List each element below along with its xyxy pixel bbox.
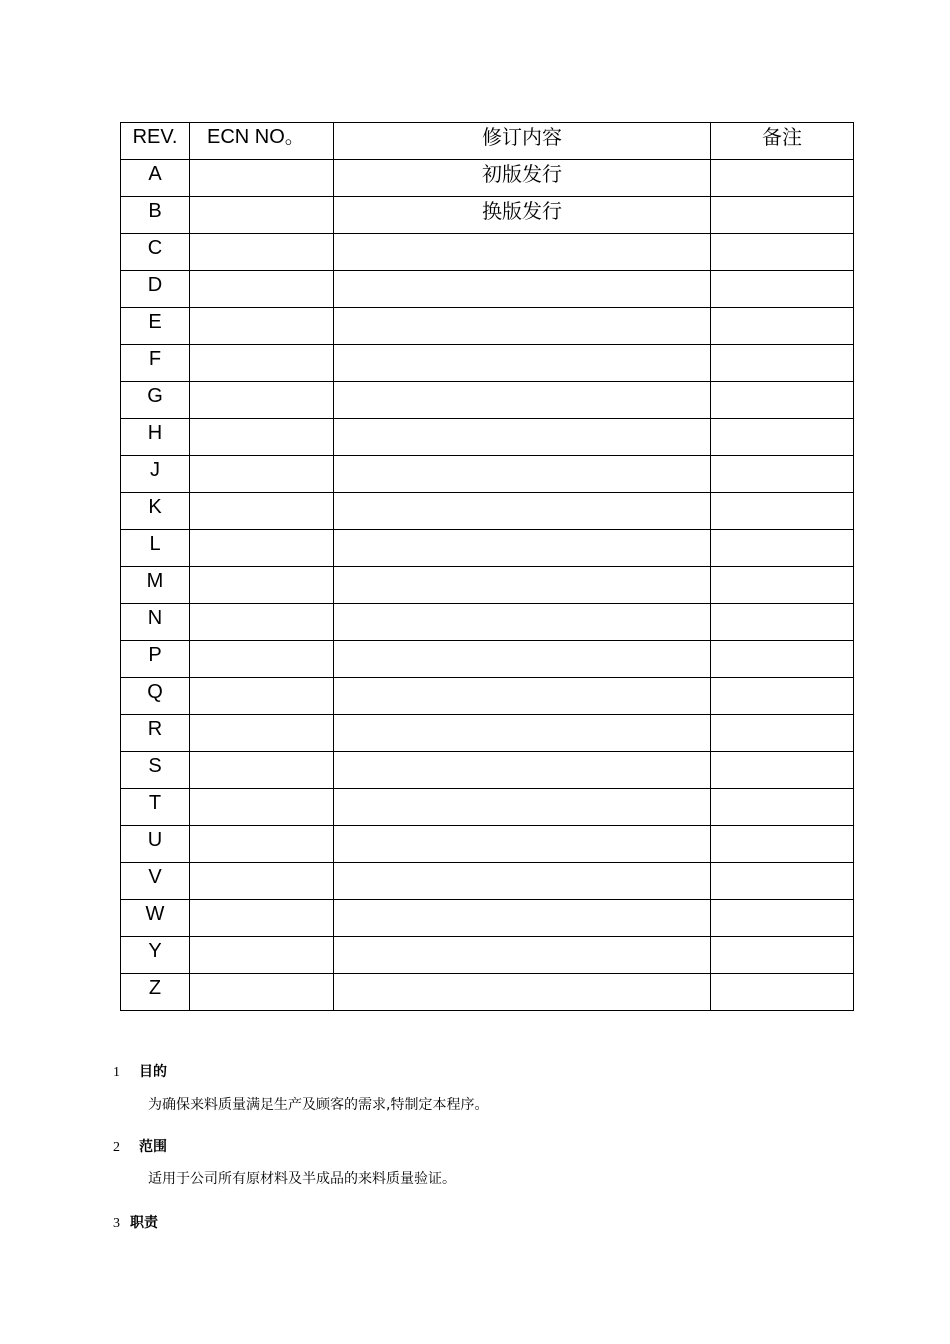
- note-cell: [711, 271, 854, 308]
- ecn-cell: [190, 752, 334, 789]
- note-cell: [711, 752, 854, 789]
- content-cell: 换版发行: [334, 197, 711, 234]
- content-cell: [334, 382, 711, 419]
- rev-cell: Q: [121, 678, 190, 715]
- content-cell: [334, 678, 711, 715]
- table-row: [121, 197, 854, 234]
- content-cell: [334, 641, 711, 678]
- content-cell: [334, 715, 711, 752]
- table-row: [121, 863, 854, 900]
- ecn-cell: [190, 789, 334, 826]
- rev-cell: N: [121, 604, 190, 641]
- table-header-row: [121, 123, 854, 160]
- rev-cell: P: [121, 641, 190, 678]
- ecn-cell: [190, 826, 334, 863]
- note-cell: [711, 974, 854, 1011]
- note-cell: [711, 567, 854, 604]
- table-row: [121, 678, 854, 715]
- table-row: [121, 567, 854, 604]
- note-cell: [711, 604, 854, 641]
- ecn-cell: [190, 456, 334, 493]
- note-cell: [711, 530, 854, 567]
- content-cell: [334, 604, 711, 641]
- content-cell: [334, 752, 711, 789]
- ecn-cell: [190, 419, 334, 456]
- table-row: [121, 345, 854, 382]
- note-cell: [711, 678, 854, 715]
- rev-cell: G: [121, 382, 190, 419]
- content-cell: [334, 493, 711, 530]
- ecn-cell: [190, 308, 334, 345]
- ecn-cell: [190, 493, 334, 530]
- ecn-cell: [190, 715, 334, 752]
- rev-cell: V: [121, 863, 190, 900]
- content-cell: [334, 863, 711, 900]
- section-2-number: 2: [113, 1140, 120, 1155]
- note-cell: [711, 715, 854, 752]
- content-cell: [334, 530, 711, 567]
- note-cell: [711, 789, 854, 826]
- note-cell: [711, 456, 854, 493]
- rev-cell: U: [121, 826, 190, 863]
- ecn-cell: [190, 567, 334, 604]
- table-row: [121, 160, 854, 197]
- content-cell: [334, 308, 711, 345]
- note-cell: [711, 160, 854, 197]
- table-row: [121, 789, 854, 826]
- rev-cell: W: [121, 900, 190, 937]
- note-cell: [711, 382, 854, 419]
- table-row: [121, 900, 854, 937]
- note-cell: [711, 493, 854, 530]
- section-1-number: 1: [113, 1065, 120, 1080]
- content-cell: [334, 456, 711, 493]
- rev-cell: M: [121, 567, 190, 604]
- ecn-cell: [190, 271, 334, 308]
- ecn-cell: [190, 197, 334, 234]
- section-2-title: [113, 1136, 167, 1156]
- rev-cell: T: [121, 789, 190, 826]
- content-cell: [334, 234, 711, 271]
- content-cell: [334, 826, 711, 863]
- rev-cell: H: [121, 419, 190, 456]
- ecn-cell: [190, 345, 334, 382]
- table-row: [121, 419, 854, 456]
- section-3-number: 3: [113, 1216, 120, 1231]
- table-row: [121, 271, 854, 308]
- ecn-cell: [190, 382, 334, 419]
- section-1-heading: 目的: [139, 1064, 167, 1080]
- rev-cell: B: [121, 197, 190, 234]
- ecn-cell: [190, 863, 334, 900]
- ecn-cell: [190, 937, 334, 974]
- ecn-cell: [190, 641, 334, 678]
- ecn-cell: [190, 678, 334, 715]
- table-row: [121, 826, 854, 863]
- rev-cell: D: [121, 271, 190, 308]
- content-cell: [334, 974, 711, 1011]
- rev-cell: Y: [121, 937, 190, 974]
- table-row: [121, 456, 854, 493]
- table-row: [121, 493, 854, 530]
- content-cell: 初版发行: [334, 160, 711, 197]
- content-cell: [334, 271, 711, 308]
- rev-cell: S: [121, 752, 190, 789]
- note-cell: [711, 641, 854, 678]
- rev-cell: K: [121, 493, 190, 530]
- content-cell: [334, 937, 711, 974]
- rev-cell: E: [121, 308, 190, 345]
- ecn-cell: [190, 530, 334, 567]
- rev-cell: F: [121, 345, 190, 382]
- content-cell: [334, 419, 711, 456]
- content-cell: [334, 789, 711, 826]
- header-revision-content: 修订内容: [334, 123, 711, 160]
- content-cell: [334, 567, 711, 604]
- rev-cell: R: [121, 715, 190, 752]
- note-cell: [711, 937, 854, 974]
- section-2-heading: 范围: [139, 1139, 167, 1155]
- table-row: [121, 530, 854, 567]
- revision-table-body: [121, 160, 854, 1011]
- table-row: [121, 308, 854, 345]
- note-cell: [711, 234, 854, 271]
- revision-table: [120, 122, 854, 1011]
- table-row: [121, 752, 854, 789]
- rev-cell: C: [121, 234, 190, 271]
- note-cell: [711, 308, 854, 345]
- ecn-cell: [190, 974, 334, 1011]
- note-cell: [711, 863, 854, 900]
- table-row: [121, 937, 854, 974]
- table-row: [121, 604, 854, 641]
- section-2-body: 适用于公司所有原材料及半成品的来料质量验证。: [148, 1171, 456, 1187]
- section-3-title: [113, 1212, 158, 1232]
- ecn-cell: [190, 160, 334, 197]
- note-cell: [711, 826, 854, 863]
- header-rev: REV.: [121, 123, 190, 160]
- content-cell: [334, 900, 711, 937]
- ecn-cell: [190, 604, 334, 641]
- header-remarks: 备注: [711, 123, 854, 160]
- table-row: [121, 974, 854, 1011]
- table-row: [121, 715, 854, 752]
- note-cell: [711, 197, 854, 234]
- rev-cell: L: [121, 530, 190, 567]
- section-1-title: [113, 1061, 167, 1081]
- note-cell: [711, 900, 854, 937]
- rev-cell: Z: [121, 974, 190, 1011]
- note-cell: [711, 345, 854, 382]
- table-row: [121, 234, 854, 271]
- ecn-cell: [190, 900, 334, 937]
- table-row: [121, 382, 854, 419]
- section-3-heading: 职责: [130, 1215, 158, 1231]
- ecn-cell: [190, 234, 334, 271]
- header-ecn-no: ECN NO。: [190, 123, 334, 160]
- content-cell: [334, 345, 711, 382]
- note-cell: [711, 419, 854, 456]
- rev-cell: J: [121, 456, 190, 493]
- section-1-body: 为确保来料质量满足生产及顾客的需求,特制定本程序。: [148, 1097, 489, 1113]
- rev-cell: A: [121, 160, 190, 197]
- table-row: [121, 641, 854, 678]
